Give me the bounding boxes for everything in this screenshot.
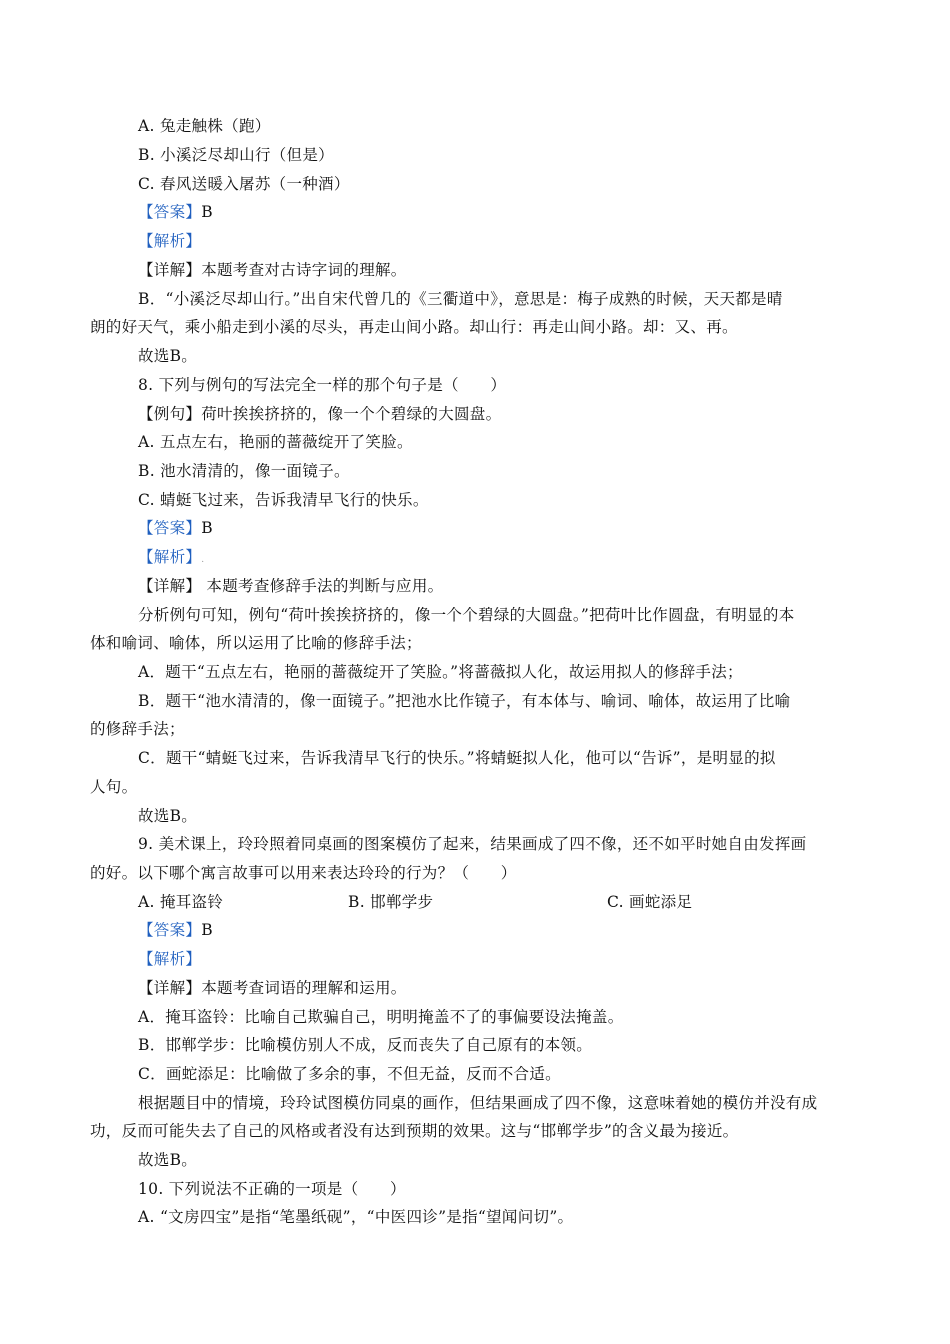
q9-line-1: A．掩耳盗铃：比喻自己欺骗自己，明明掩盖不了的事偏要设法掩盖。 xyxy=(138,1008,624,1026)
q7-detail xyxy=(138,260,918,280)
q10-question: 10. 下列说法不正确的一项是（ ） xyxy=(138,1180,406,1198)
example-tag: 【例句】 xyxy=(138,405,202,423)
detail-tag: 【详解】 xyxy=(138,577,202,595)
q8-line-3: A．题干“五点左右，艳丽的蔷薇绽开了笑脸。”将蔷薇拟人化，故运用拟人的修辞手法； xyxy=(138,663,743,681)
detail-text: 本题考查词语的理解和运用。 xyxy=(201,979,407,997)
analysis-dot: . xyxy=(201,555,205,565)
q7-analysis xyxy=(138,231,918,251)
q8-detail xyxy=(138,576,918,596)
q9-detail xyxy=(138,978,918,998)
q10-option-a: A. “文房四宝”是指“笔墨纸砚”，“中医四诊”是指“望闻问切”。 xyxy=(138,1208,574,1226)
q9-question-line-2: 的好。以下哪个寓言故事可以用来表达玲玲的行为？（ ） xyxy=(90,864,517,882)
example-text: 荷叶挨挨挤挤的，像一个个碧绿的大圆盘。 xyxy=(201,405,502,423)
analysis-tag: 【解析】 xyxy=(138,950,202,968)
q9-option-c: C. 画蛇添足 xyxy=(607,893,693,911)
q7-explain-line-1: B．“小溪泛尽却山行。”出自宋代曾几的《三衢道中》，意思是：梅子成熟的时候，天天都是晴 xyxy=(138,290,783,308)
q9-option-b: B. 邯郸学步 xyxy=(348,893,434,911)
q8-line-2: 体和喻词、喻体，所以运用了比喻的修辞手法； xyxy=(90,634,422,652)
q9-analysis xyxy=(138,949,918,969)
q9-line-2: B．邯郸学步：比喻模仿别人不成，反而丧失了自己原有的本领。 xyxy=(138,1036,593,1054)
q9-line-4: 根据题目中的情境，玲玲试图模仿同桌的画作，但结果画成了四不像，这意味着她的模仿并没有成 xyxy=(138,1094,818,1112)
q8-analysis xyxy=(138,547,918,570)
answer-tag: 【答案】 xyxy=(138,519,202,537)
q7-conclusion: 故选B。 xyxy=(138,347,198,365)
answer-value: B xyxy=(201,921,213,939)
q8-example xyxy=(138,404,918,424)
answer-value: B xyxy=(201,203,213,221)
answer-tag: 【答案】 xyxy=(138,203,202,221)
q7-explain-line-2: 朗的好天气，乘小船走到小溪的尽头，再走山间小路。却山行：再走山间小路。却：又、再。 xyxy=(90,318,738,336)
q9-option-a: A. 掩耳盗铃 xyxy=(138,893,224,911)
q9-line-3: C．画蛇添足：比喻做了多余的事，不但无益，反而不合适。 xyxy=(138,1065,561,1083)
q8-line-1: 分析例句可知，例句“荷叶挨挨挤挤的，像一个个碧绿的大圆盘。”把荷叶比作圆盘，有明显的本 xyxy=(138,606,795,624)
detail-tag: 【详解】 xyxy=(138,979,202,997)
q8-line-6: C．题干“蜻蜓飞过来，告诉我清早飞行的快乐。”将蜻蜓拟人化，他可以“告诉”，是明显的拟 xyxy=(138,749,776,767)
q8-line-5: 的修辞手法； xyxy=(90,720,185,738)
q9-conclusion: 故选B。 xyxy=(138,1151,198,1169)
q7-option-c: C. 春风送暖入屠苏（一种酒） xyxy=(138,175,350,193)
q7-option-a: A. 兔走触株（跑） xyxy=(138,117,271,135)
q8-line-4: B．题干“池水清清的，像一面镜子。”把池水比作镜子，有本体与、喻词、喻体，故运用了比喻 xyxy=(138,692,791,710)
q7-answer xyxy=(138,202,918,222)
analysis-tag: 【解析】 xyxy=(138,548,202,566)
answer-tag: 【答案】 xyxy=(138,921,202,939)
q9-question-line-1: 9. 美术课上，玲玲照着同桌画的图案模仿了起来，结果画成了四不像，还不如平时她自由发挥画 xyxy=(138,835,807,853)
q8-option-c: C. 蜻蜓飞过来，告诉我清早飞行的快乐。 xyxy=(138,491,429,509)
q9-answer xyxy=(138,920,918,940)
analysis-tag: 【解析】 xyxy=(138,232,202,250)
q8-option-a: A. 五点左右，艳丽的蔷薇绽开了笑脸。 xyxy=(138,433,413,451)
q8-conclusion: 故选B。 xyxy=(138,807,198,825)
detail-tag: 【详解】 xyxy=(138,261,202,279)
q8-answer xyxy=(138,518,918,538)
answer-value: B xyxy=(201,519,213,537)
detail-text: 本题考查修辞手法的判断与应用。 xyxy=(201,577,444,595)
q8-option-b: B. 池水清清的，像一面镜子。 xyxy=(138,462,350,480)
q9-line-5: 功，反而可能失去了自己的风格或者没有达到预期的效果。这与“邯郸学步”的含义最为接近。 xyxy=(90,1122,739,1140)
detail-text: 本题考查对古诗字词的理解。 xyxy=(201,261,407,279)
q7-option-b: B. 小溪泛尽却山行（但是） xyxy=(138,146,334,164)
q8-line-7: 人句。 xyxy=(90,778,138,796)
q8-question: 8. 下列与例句的写法完全一样的那个句子是（ ） xyxy=(138,376,507,394)
